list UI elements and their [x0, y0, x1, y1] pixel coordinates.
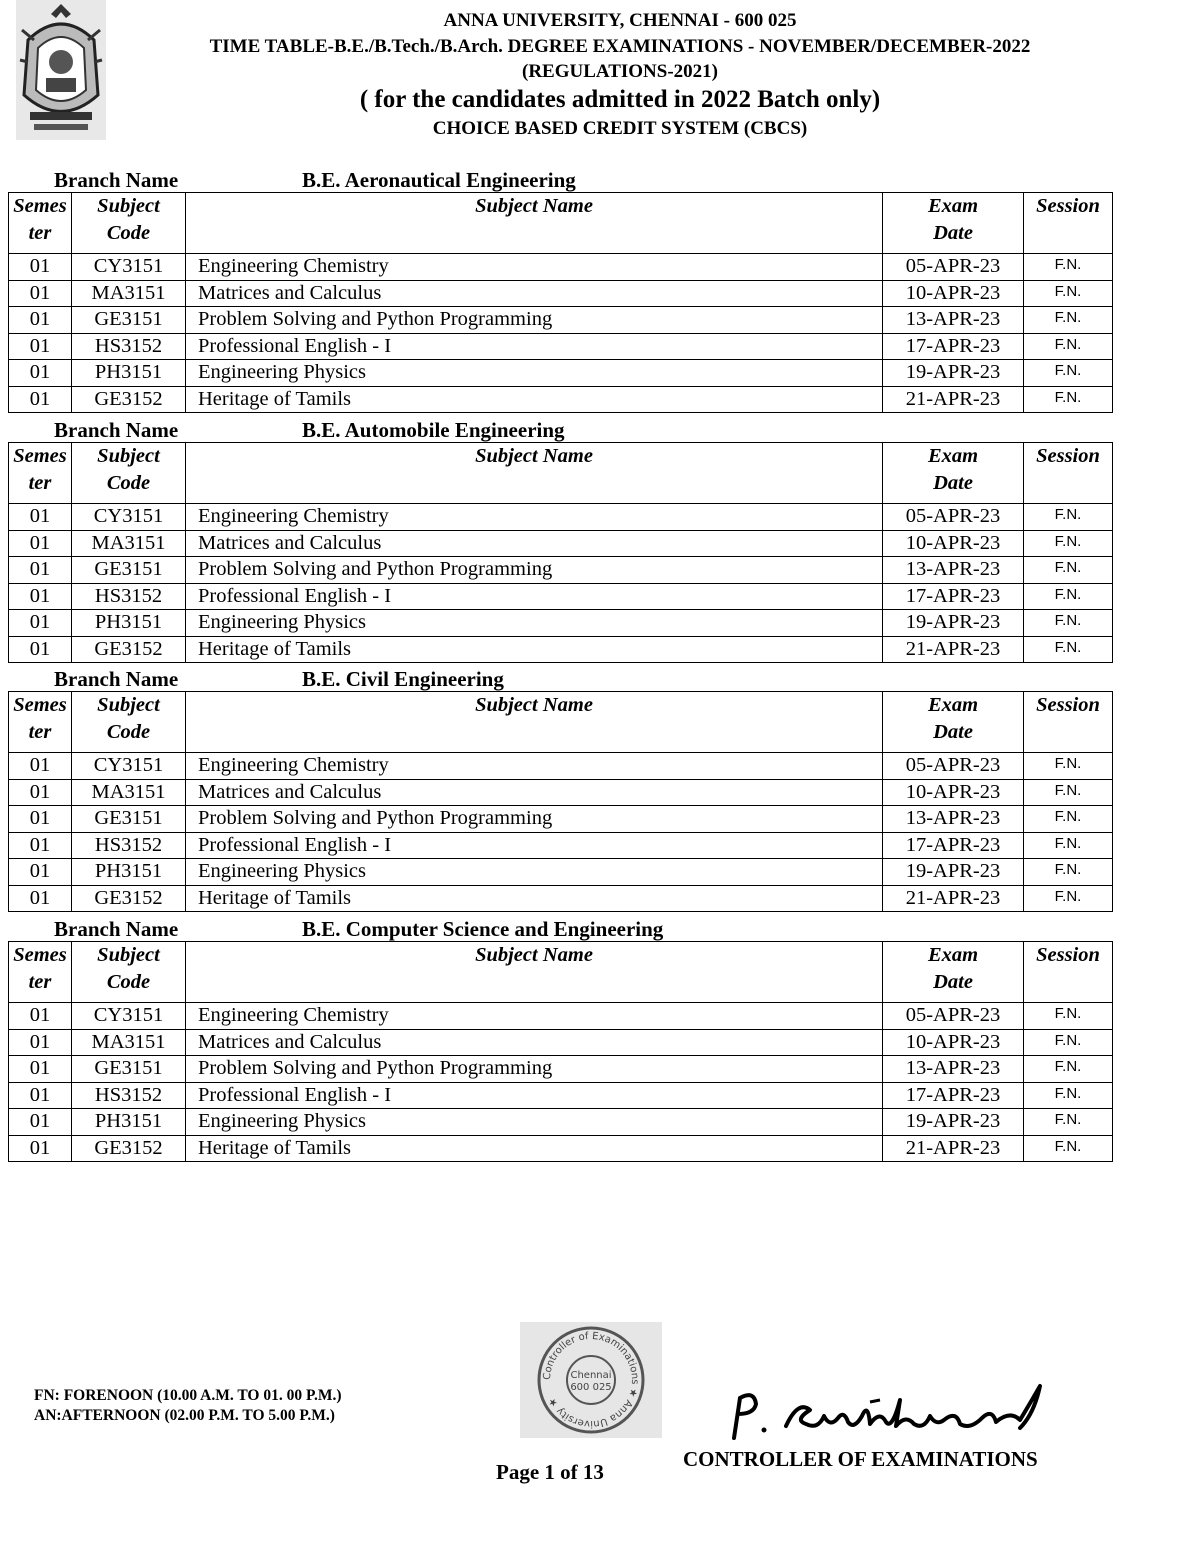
branch-label: Branch Name	[54, 667, 179, 691]
session-cell: F.N.	[1024, 504, 1113, 531]
session-cell: F.N.	[1024, 530, 1113, 557]
col-session: Session	[1024, 193, 1113, 254]
subject-name-cell: Problem Solving and Python Programming	[186, 557, 883, 584]
subject-name-cell: Professional English - I	[186, 832, 883, 859]
col-subject-code: Subject Code	[72, 443, 186, 504]
branch-name: B.E. Aeronautical Engineering	[302, 168, 576, 192]
controller-signature	[720, 1380, 1060, 1444]
session-cell: F.N.	[1024, 1135, 1113, 1162]
branch-label: Branch Name	[54, 917, 179, 941]
semester-cell: 01	[9, 1056, 72, 1083]
branch-name: B.E. Civil Engineering	[302, 667, 504, 691]
subject-code-cell: MA3151	[72, 530, 186, 557]
subject-name-cell: Matrices and Calculus	[186, 779, 883, 806]
table-row	[9, 583, 1113, 610]
table-row	[9, 280, 1113, 307]
table-row	[9, 307, 1113, 334]
subject-name-cell: Engineering Chemistry	[186, 254, 883, 281]
exam-date-cell: 17-APR-23	[883, 1082, 1024, 1109]
exam-date-cell: 19-APR-23	[883, 859, 1024, 886]
exam-date-cell: 21-APR-23	[883, 636, 1024, 663]
semester-cell: 01	[9, 636, 72, 663]
table-row	[9, 1029, 1113, 1056]
table-row	[9, 806, 1113, 833]
table-header-row	[9, 692, 1113, 753]
semester-cell: 01	[9, 557, 72, 584]
subject-name-cell: Engineering Chemistry	[186, 753, 883, 780]
exam-date-cell: 17-APR-23	[883, 832, 1024, 859]
subject-name-cell: Problem Solving and Python Programming	[186, 1056, 883, 1083]
subject-code-cell: HS3152	[72, 1082, 186, 1109]
col-exam-date: Exam Date	[883, 443, 1024, 504]
subject-name-cell: Heritage of Tamils	[186, 885, 883, 912]
table-row	[9, 859, 1113, 886]
col-subject-name: Subject Name	[186, 443, 883, 504]
subject-code-cell: HS3152	[72, 832, 186, 859]
subject-code-cell: PH3151	[72, 859, 186, 886]
subject-code-cell: MA3151	[72, 1029, 186, 1056]
session-cell: F.N.	[1024, 307, 1113, 334]
exam-date-cell: 19-APR-23	[883, 360, 1024, 387]
subject-code-cell: CY3151	[72, 1003, 186, 1030]
subject-name-cell: Engineering Physics	[186, 1109, 883, 1136]
semester-cell: 01	[9, 610, 72, 637]
signatory-title: CONTROLLER OF EXAMINATIONS	[683, 1447, 1038, 1471]
col-subject-code: Subject Code	[72, 942, 186, 1003]
session-cell: F.N.	[1024, 386, 1113, 413]
branch-section	[8, 669, 1112, 912]
session-legend	[34, 1386, 342, 1426]
subject-code-cell: HS3152	[72, 333, 186, 360]
session-cell: F.N.	[1024, 1109, 1113, 1136]
semester-cell: 01	[9, 280, 72, 307]
session-cell: F.N.	[1024, 1082, 1113, 1109]
semester-cell: 01	[9, 1082, 72, 1109]
subject-name-cell: Engineering Physics	[186, 360, 883, 387]
col-semester: Semes ter	[9, 443, 72, 504]
exam-date-cell: 21-APR-23	[883, 1135, 1024, 1162]
session-cell: F.N.	[1024, 1003, 1113, 1030]
timetable	[8, 442, 1113, 663]
timetable	[8, 192, 1113, 413]
table-row	[9, 1003, 1113, 1030]
session-cell: F.N.	[1024, 280, 1113, 307]
table-row	[9, 333, 1113, 360]
subject-code-cell: GE3152	[72, 1135, 186, 1162]
table-row	[9, 1109, 1113, 1136]
subject-name-cell: Engineering Physics	[186, 859, 883, 886]
table-row	[9, 1082, 1113, 1109]
table-row	[9, 360, 1113, 387]
branch-title	[8, 669, 1112, 691]
subject-name-cell: Problem Solving and Python Programming	[186, 307, 883, 334]
exam-date-cell: 17-APR-23	[883, 333, 1024, 360]
semester-cell: 01	[9, 806, 72, 833]
col-exam-date: Exam Date	[883, 692, 1024, 753]
session-cell: F.N.	[1024, 885, 1113, 912]
col-subject-name: Subject Name	[186, 692, 883, 753]
col-session: Session	[1024, 942, 1113, 1003]
semester-cell: 01	[9, 583, 72, 610]
table-row	[9, 610, 1113, 637]
table-header-row	[9, 942, 1113, 1003]
subject-code-cell: GE3151	[72, 1056, 186, 1083]
col-session: Session	[1024, 692, 1113, 753]
subject-code-cell: MA3151	[72, 779, 186, 806]
batch-note: ( for the candidates admitted in 2022 Batch only)	[359, 86, 881, 113]
semester-cell: 01	[9, 1003, 72, 1030]
subject-name-cell: Matrices and Calculus	[186, 530, 883, 557]
timetable	[8, 941, 1113, 1162]
branch-label: Branch Name	[54, 418, 179, 442]
exam-date-cell: 10-APR-23	[883, 530, 1024, 557]
an-note: AN:AFTERNOON (02.00 P.M. TO 5.00 P.M.)	[34, 1407, 335, 1424]
exam-date-cell: 13-APR-23	[883, 307, 1024, 334]
session-cell: F.N.	[1024, 1056, 1113, 1083]
table-row	[9, 832, 1113, 859]
exam-date-cell: 19-APR-23	[883, 610, 1024, 637]
session-cell: F.N.	[1024, 779, 1113, 806]
col-semester: Semes ter	[9, 193, 72, 254]
svg-text:Controller of Examinations ★ A: Controller of Examinations ★ Anna University ★	[541, 1330, 641, 1430]
col-exam-date: Exam Date	[883, 942, 1024, 1003]
semester-cell: 01	[9, 753, 72, 780]
semester-cell: 01	[9, 386, 72, 413]
session-cell: F.N.	[1024, 859, 1113, 886]
subject-code-cell: PH3151	[72, 360, 186, 387]
subject-name-cell: Engineering Chemistry	[186, 1003, 883, 1030]
session-cell: F.N.	[1024, 254, 1113, 281]
subject-code-cell: GE3151	[72, 806, 186, 833]
semester-cell: 01	[9, 504, 72, 531]
semester-cell: 01	[9, 530, 72, 557]
semester-cell: 01	[9, 1109, 72, 1136]
session-cell: F.N.	[1024, 753, 1113, 780]
exam-date-cell: 13-APR-23	[883, 557, 1024, 584]
subject-name-cell: Engineering Chemistry	[186, 504, 883, 531]
session-cell: F.N.	[1024, 333, 1113, 360]
subject-code-cell: GE3152	[72, 885, 186, 912]
table-row	[9, 636, 1113, 663]
exam-date-cell: 05-APR-23	[883, 504, 1024, 531]
col-subject-name: Subject Name	[186, 942, 883, 1003]
exam-date-cell: 10-APR-23	[883, 280, 1024, 307]
col-subject-code: Subject Code	[72, 193, 186, 254]
subject-name-cell: Matrices and Calculus	[186, 1029, 883, 1056]
exam-date-cell: 13-APR-23	[883, 806, 1024, 833]
table-header-row	[9, 443, 1113, 504]
branch-name: B.E. Automobile Engineering	[302, 418, 565, 442]
session-cell: F.N.	[1024, 583, 1113, 610]
page-number: Page 1 of 13	[496, 1460, 604, 1484]
branch-section	[8, 420, 1112, 663]
table-header-row	[9, 193, 1113, 254]
official-seal	[520, 1322, 662, 1438]
subject-name-cell: Professional English - I	[186, 333, 883, 360]
exam-title: TIME TABLE-B.E./B.Tech./B.Arch. DEGREE EXAMINATIONS - NOVEMBER/DECEMBER-2022	[209, 36, 1031, 57]
svg-text:600 025: 600 025	[570, 1382, 612, 1393]
session-cell: F.N.	[1024, 557, 1113, 584]
subject-code-cell: GE3152	[72, 386, 186, 413]
col-session: Session	[1024, 443, 1113, 504]
subject-name-cell: Heritage of Tamils	[186, 1135, 883, 1162]
svg-text:Chennai: Chennai	[570, 1370, 612, 1381]
table-row	[9, 1135, 1113, 1162]
credit-system: CHOICE BASED CREDIT SYSTEM (CBCS)	[432, 118, 808, 139]
branch-title	[8, 170, 1112, 192]
branch-section	[8, 919, 1112, 1162]
fn-note: FN: FORENOON (10.00 A.M. TO 01. 00 P.M.)	[34, 1387, 342, 1404]
subject-code-cell: GE3152	[72, 636, 186, 663]
semester-cell: 01	[9, 1029, 72, 1056]
table-row	[9, 254, 1113, 281]
exam-date-cell: 19-APR-23	[883, 1109, 1024, 1136]
table-row	[9, 753, 1113, 780]
branch-label: Branch Name	[54, 168, 179, 192]
subject-code-cell: PH3151	[72, 1109, 186, 1136]
branch-section	[8, 170, 1112, 413]
table-row	[9, 530, 1113, 557]
semester-cell: 01	[9, 885, 72, 912]
session-cell: F.N.	[1024, 832, 1113, 859]
semester-cell: 01	[9, 832, 72, 859]
exam-date-cell: 05-APR-23	[883, 254, 1024, 281]
subject-code-cell: PH3151	[72, 610, 186, 637]
semester-cell: 01	[9, 859, 72, 886]
semester-cell: 01	[9, 360, 72, 387]
exam-date-cell: 05-APR-23	[883, 1003, 1024, 1030]
exam-date-cell: 13-APR-23	[883, 1056, 1024, 1083]
subject-name-cell: Heritage of Tamils	[186, 636, 883, 663]
branch-title	[8, 420, 1112, 442]
branch-title	[8, 919, 1112, 941]
subject-code-cell: CY3151	[72, 254, 186, 281]
subject-name-cell: Professional English - I	[186, 1082, 883, 1109]
table-row	[9, 885, 1113, 912]
table-row	[9, 504, 1113, 531]
session-cell: F.N.	[1024, 1029, 1113, 1056]
col-exam-date: Exam Date	[883, 193, 1024, 254]
subject-code-cell: CY3151	[72, 504, 186, 531]
col-semester: Semes ter	[9, 692, 72, 753]
subject-name-cell: Matrices and Calculus	[186, 280, 883, 307]
subject-name-cell: Professional English - I	[186, 583, 883, 610]
semester-cell: 01	[9, 1135, 72, 1162]
exam-date-cell: 05-APR-23	[883, 753, 1024, 780]
exam-date-cell: 21-APR-23	[883, 386, 1024, 413]
subject-code-cell: HS3152	[72, 583, 186, 610]
university-name: ANNA UNIVERSITY, CHENNAI - 600 025	[443, 10, 797, 31]
subject-code-cell: CY3151	[72, 753, 186, 780]
semester-cell: 01	[9, 333, 72, 360]
subject-code-cell: GE3151	[72, 307, 186, 334]
col-subject-name: Subject Name	[186, 193, 883, 254]
branch-name: B.E. Computer Science and Engineering	[302, 917, 664, 941]
university-logo	[16, 0, 106, 140]
subject-code-cell: MA3151	[72, 280, 186, 307]
subject-name-cell: Engineering Physics	[186, 610, 883, 637]
col-subject-code: Subject Code	[72, 692, 186, 753]
regulations: (REGULATIONS-2021)	[522, 61, 718, 82]
semester-cell: 01	[9, 779, 72, 806]
subject-name-cell: Problem Solving and Python Programming	[186, 806, 883, 833]
session-cell: F.N.	[1024, 806, 1113, 833]
timetable	[8, 691, 1113, 912]
session-cell: F.N.	[1024, 610, 1113, 637]
col-semester: Semes ter	[9, 942, 72, 1003]
session-cell: F.N.	[1024, 360, 1113, 387]
exam-date-cell: 10-APR-23	[883, 779, 1024, 806]
table-row	[9, 386, 1113, 413]
exam-date-cell: 17-APR-23	[883, 583, 1024, 610]
semester-cell: 01	[9, 254, 72, 281]
table-row	[9, 557, 1113, 584]
exam-date-cell: 10-APR-23	[883, 1029, 1024, 1056]
table-row	[9, 1056, 1113, 1083]
subject-name-cell: Heritage of Tamils	[186, 386, 883, 413]
session-cell: F.N.	[1024, 636, 1113, 663]
semester-cell: 01	[9, 307, 72, 334]
subject-code-cell: GE3151	[72, 557, 186, 584]
table-row	[9, 779, 1113, 806]
exam-date-cell: 21-APR-23	[883, 885, 1024, 912]
